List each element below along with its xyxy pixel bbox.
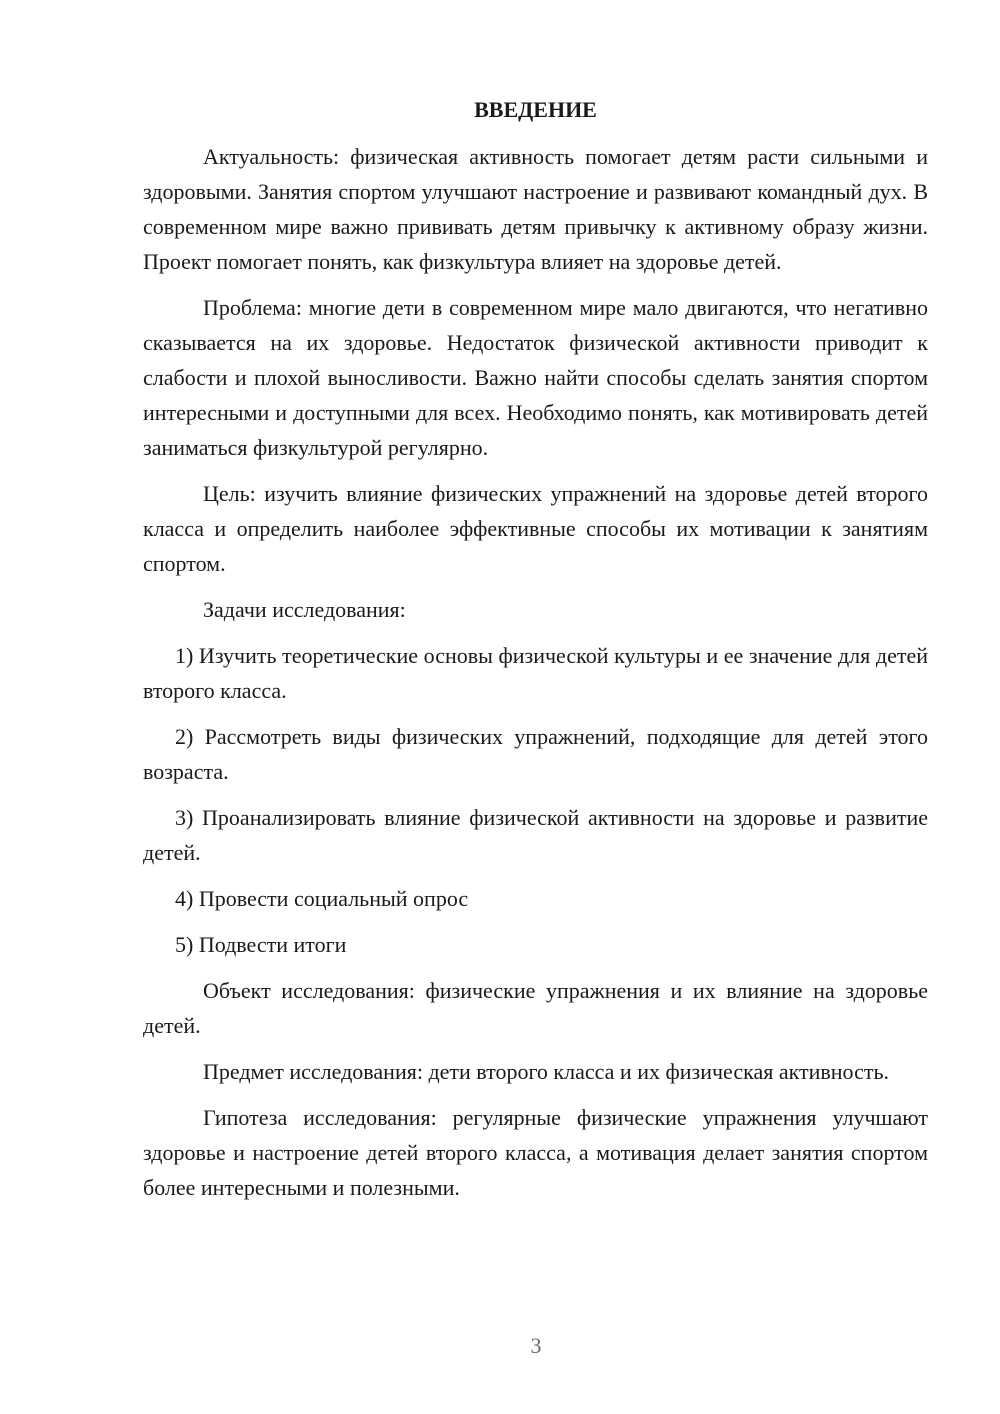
task-item-5: 5) Подвести итоги bbox=[175, 932, 347, 957]
page-number: 3 bbox=[530, 1333, 542, 1358]
paragraph-hypothesis: Гипотеза исследования: регулярные физические упражнения улучшают здоровье и настроение детей второго класса, а мотивация делает занятия спортом более интересными и полезными. bbox=[143, 1105, 928, 1200]
document-page bbox=[143, 92, 928, 1216]
task-item-1: 1) Изучить теоретические основы физической культуры и ее значение для детей второго класса. bbox=[143, 643, 928, 703]
section-title: ВВЕДЕНИЕ bbox=[474, 97, 597, 122]
task-item-3: 3) Проанализировать влияние физической активности на здоровье и развитие детей. bbox=[143, 805, 928, 865]
paragraph-relevance: Актуальность: физическая активность помогает детям расти сильными и здоровыми. Занятия спортом улучшают настроение и развивают командный дух. В современном мире важно прививать детям привычку к активному образу жизни. Проект помогает понять, как физкультура влияет на здоровье детей. bbox=[143, 144, 928, 274]
task-item-4: 4) Провести социальный опрос bbox=[175, 886, 469, 911]
paragraph-subject: Предмет исследования: дети второго класса и их физическая активность. bbox=[203, 1059, 890, 1084]
tasks-heading: Задачи исследования: bbox=[203, 597, 406, 622]
paragraph-problem: Проблема: многие дети в современном мире мало двигаются, что негативно сказывается на их здоровье. Недостаток физической активности приводит к слабости и плохой выносливости. Важно найти способы сделать занятия спортом интересными и доступными для всех. Необходимо понять, как мотивировать детей заниматься физкультурой регулярно. bbox=[143, 295, 928, 460]
task-item-2: 2) Рассмотреть виды физических упражнений, подходящие для детей этого возраста. bbox=[143, 724, 928, 784]
paragraph-goal: Цель: изучить влияние физических упражнений на здоровье детей второго класса и определить наиболее эффективные способы их мотивации к занятиям спортом. bbox=[143, 481, 928, 576]
paragraph-object: Объект исследования: физические упражнения и их влияние на здоровье детей. bbox=[143, 978, 928, 1038]
